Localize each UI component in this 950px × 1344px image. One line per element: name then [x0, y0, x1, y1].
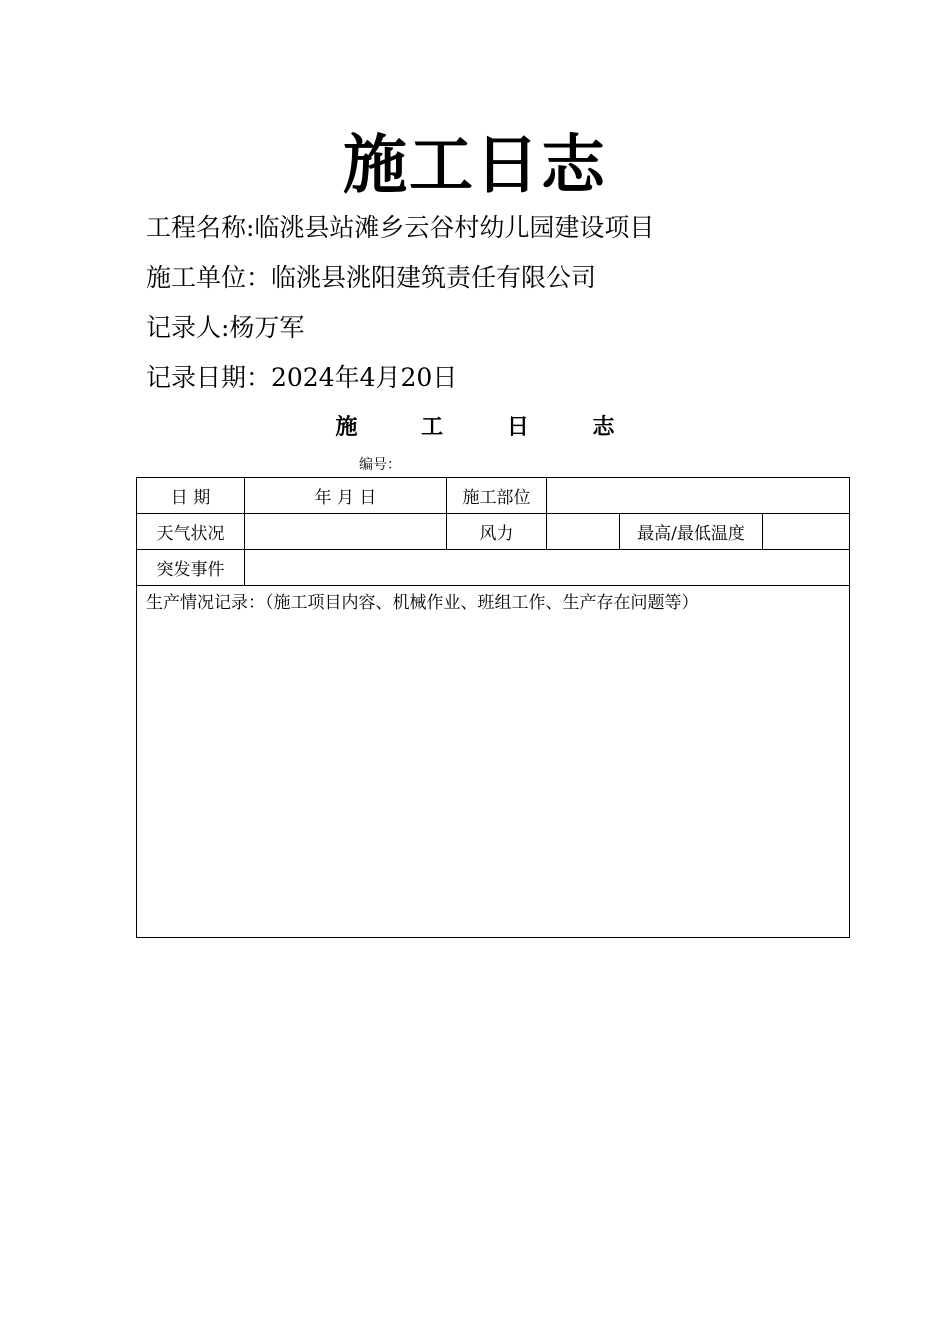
wind-value-field[interactable] [547, 514, 620, 550]
weather-value-field[interactable] [245, 514, 447, 550]
weather-label: 天气状况 [137, 514, 245, 550]
construction-log-table [136, 477, 850, 938]
temperature-value-field[interactable] [763, 514, 850, 550]
project-name: 工程名称:临洮县站滩乡云谷村幼儿园建设项目 [146, 213, 655, 242]
date-label: 日 期 [137, 478, 245, 514]
incident-label: 突发事件 [137, 550, 245, 586]
construction-unit: 施工单位：临洮县洮阳建筑责任有限公司 [146, 263, 597, 292]
log-title: 施 工 日 志 [335, 414, 643, 440]
table-row-record [137, 586, 850, 938]
temperature-label: 最高/最低温度 [620, 514, 763, 550]
document-title: 施工日志 [343, 128, 607, 203]
date-value-field[interactable]: 年 月 日 [245, 478, 447, 514]
wind-label: 风力 [447, 514, 547, 550]
table-row-incident [137, 550, 850, 586]
table-row-weather [137, 514, 850, 550]
production-record-label: 生产情况记录：（施工项目内容、机械作业、班组工作、生产存在问题等） [146, 593, 699, 613]
incident-value-field[interactable] [245, 550, 850, 586]
recorder: 记录人:杨万军 [146, 313, 305, 342]
record-date: 记录日期：2024年4月20日 [146, 363, 458, 392]
table-row-date [137, 478, 850, 514]
production-record-field[interactable] [137, 586, 850, 938]
location-label: 施工部位 [447, 478, 547, 514]
serial-number-label: 编号： [359, 457, 401, 473]
location-value-field[interactable] [547, 478, 850, 514]
